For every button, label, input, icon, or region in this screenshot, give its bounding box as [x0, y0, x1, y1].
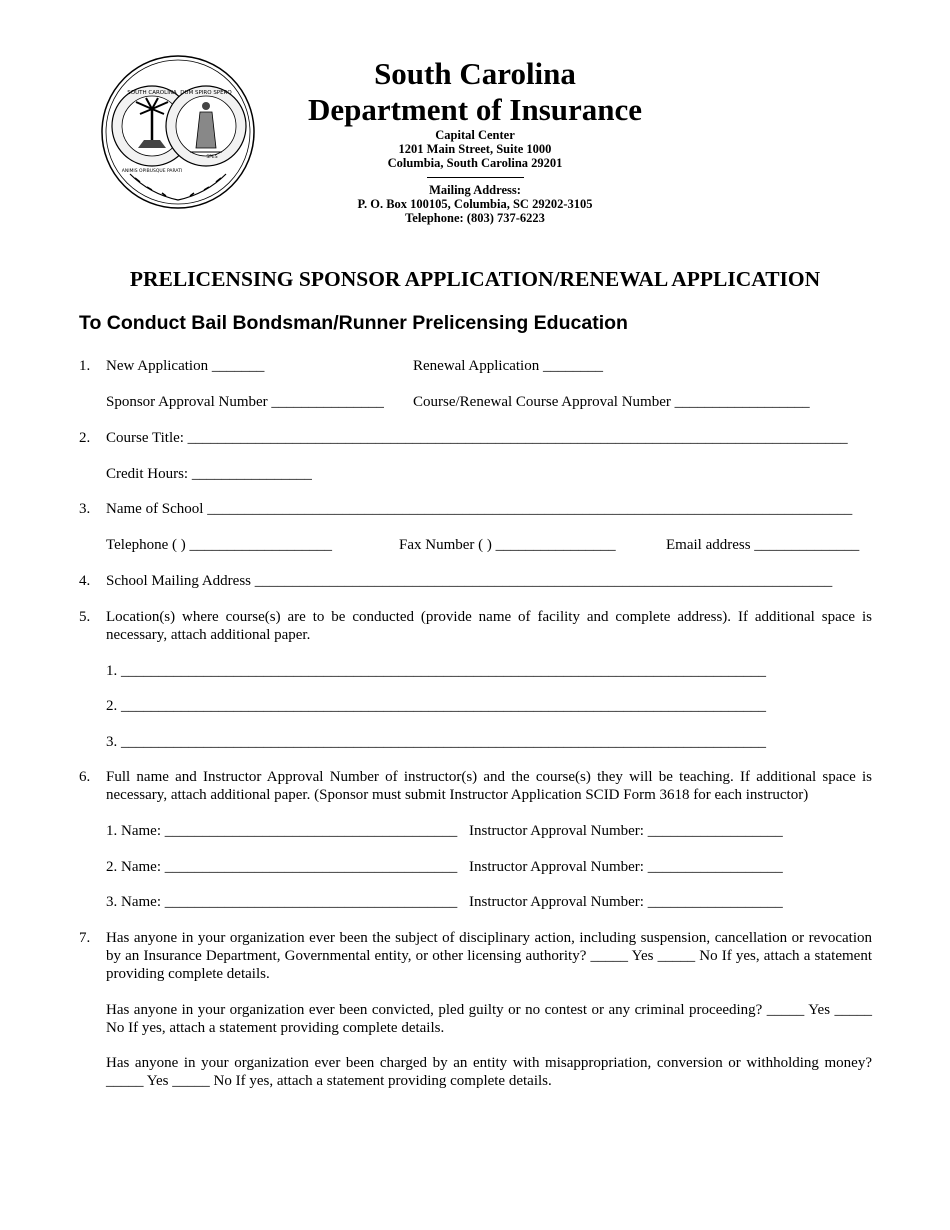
instructor-approval-number-2[interactable]: Instructor Approval Number: __________________	[469, 859, 783, 875]
instructor-name-1[interactable]: 1. Name: _______________________________________	[106, 823, 458, 839]
form-title: PRELICENSING SPONSOR APPLICATION/RENEWAL APPLICATION	[129, 267, 821, 291]
address-line1: Capital Center	[435, 128, 515, 142]
course-approval-number-field[interactable]: Course/Renewal Course Approval Number __________________	[413, 394, 810, 410]
school-mailing-address-field[interactable]: School Mailing Address _____________________________________________________________________________	[106, 573, 833, 589]
agency-name-line1: South Carolina	[374, 56, 576, 91]
instructor-approval-number-3[interactable]: Instructor Approval Number: __________________	[469, 894, 783, 910]
locations-instructions: Location(s) where course(s) are to be conducted (provide name of facility and complete address). If additional space is necessary, attach additional paper.	[106, 609, 872, 643]
seal-text-motto2: ANIMIS OPIBUSQUE PARATI	[121, 169, 183, 174]
mailing-label: Mailing Address:	[429, 183, 521, 197]
header-divider	[427, 177, 524, 178]
seal-text-spes: SPES	[206, 155, 218, 160]
item-number-6: 6.	[79, 769, 91, 785]
seal-text-motto1: DUM SPIRO SPERO	[180, 90, 232, 96]
fax-number-field[interactable]: Fax Number ( ) ________________	[399, 537, 616, 553]
telephone-field[interactable]: Telephone ( ) ___________________	[106, 537, 332, 553]
item-number-2: 2.	[79, 430, 91, 446]
item-number-7: 7.	[79, 930, 91, 946]
instructor-name-3[interactable]: 3. Name: _______________________________________	[106, 894, 458, 910]
criminal-proceeding-question: Has anyone in your organization ever been convicted, pled guilty or no contest or any criminal proceeding? _____ Yes _____ No If yes, attach a statement providing complete details.	[106, 1002, 872, 1036]
renewal-application-field[interactable]: Renewal Application ________	[413, 358, 603, 374]
instructor-name-2[interactable]: 2. Name: _______________________________________	[106, 859, 458, 875]
form-subtitle: To Conduct Bail Bondsman/Runner Prelicensing Education	[79, 312, 628, 334]
item-number-1: 1.	[79, 358, 91, 374]
course-title-field[interactable]: Course Title: ________________________________________________________________________________________	[106, 430, 848, 446]
state-seal-image	[100, 54, 256, 210]
mailing-address: P. O. Box 100105, Columbia, SC 29202-3105	[357, 197, 593, 211]
location-line-1[interactable]: 1. ______________________________________________________________________________________	[106, 663, 766, 679]
new-application-field[interactable]: New Application _______	[106, 358, 265, 374]
address-line3: Columbia, South Carolina 29201	[387, 156, 563, 170]
item-number-4: 4.	[79, 573, 91, 589]
school-name-field[interactable]: Name of School ______________________________________________________________________________________	[106, 501, 853, 517]
misappropriation-question: Has anyone in your organization ever been charged by an entity with misappropriation, conversion or withholding money? _____ Yes _____ No If yes, attach a statement providing complete details.	[106, 1055, 872, 1089]
disciplinary-action-question: Has anyone in your organization ever been the subject of disciplinary action, including suspension, cancellation or revocation by an Insurance Department, Governmental entity, or other licensing authority? _____ Yes _____ No If yes, attach a statement providing complete details.	[106, 930, 872, 982]
credit-hours-field[interactable]: Credit Hours: ________________	[106, 466, 312, 482]
sponsor-approval-number-field[interactable]: Sponsor Approval Number _______________	[106, 394, 384, 410]
instructor-approval-number-1[interactable]: Instructor Approval Number: __________________	[469, 823, 783, 839]
location-line-2[interactable]: 2. ______________________________________________________________________________________	[106, 698, 766, 714]
seal-text-state: SOUTH CAROLINA	[127, 90, 177, 96]
location-line-3[interactable]: 3. ______________________________________________________________________________________	[106, 734, 766, 750]
telephone: Telephone: (803) 737-6223	[405, 211, 545, 225]
item-number-5: 5.	[79, 609, 91, 625]
address-line2: 1201 Main Street, Suite 1000	[398, 142, 552, 156]
instructors-instructions: Full name and Instructor Approval Number of instructor(s) and the course(s) they will be teaching. If additional space is necessary, attach additional paper. (Sponsor must submit Instructor Application SCID Form 3618 for each instructor)	[106, 769, 872, 803]
agency-name-line2: Department of Insurance	[307, 92, 643, 127]
email-address-field[interactable]: Email address ______________	[666, 537, 860, 553]
item-number-3: 3.	[79, 501, 91, 517]
